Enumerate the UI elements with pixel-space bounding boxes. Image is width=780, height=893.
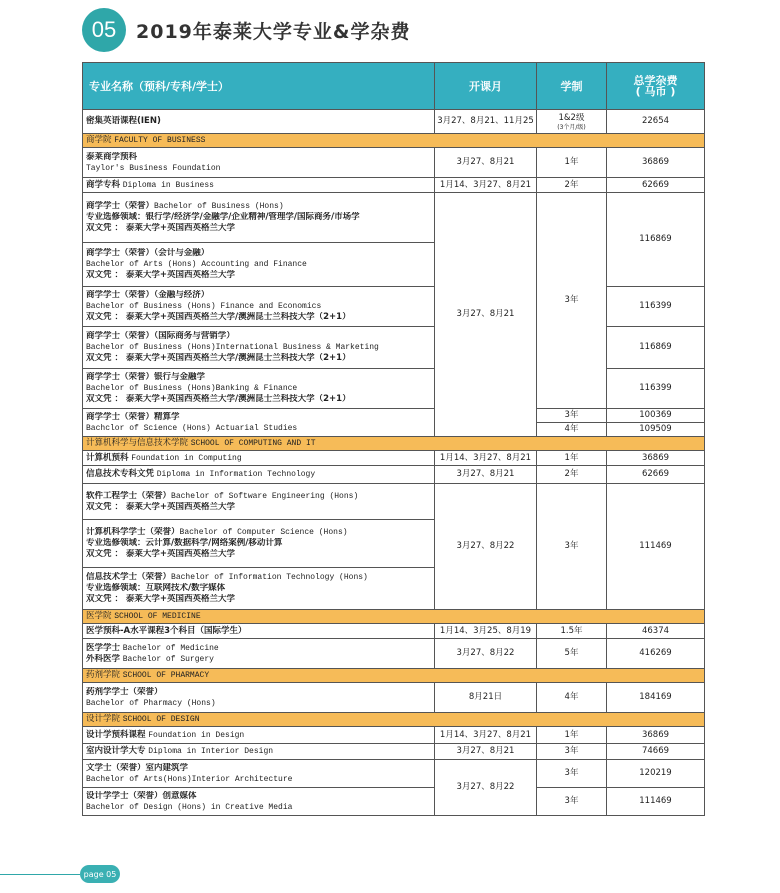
table-row: 信息技术学士（荣誉）Bachelor of Information Technology (Hons) 专业选修领域：互联网技术/数字媒体 双文凭 ： 泰莱大学+英国西英格兰大学 [83,568,705,610]
col-header-program: 专业名称（预科/专科/学士） [83,63,435,110]
col-header-duration: 学制 [537,63,607,110]
section-pharmacy: 药剂学院 SCHOOL OF PHARMACY [83,669,705,683]
col-header-fee: 总学杂费 ( 马币 ) [607,63,705,110]
table-row: 软件工程学士（荣誉）Bachelor of Software Engineering (Hons) 双文凭 ： 泰莱大学+英国西英格兰大学 3月27、8月22 3年 111469 [83,484,705,520]
table-row: 文学士（荣誉）室内建筑学 Bachelor of Arts(Hons)Interior Architecture 3月27、8月22 3年 120219 [83,760,705,788]
table-row: 泰莱商学预科 Taylor's Business Foundation 3月27、8月21 1年 36869 [83,148,705,178]
page-number: page 05 [80,865,120,883]
table-row: 计算机预科 Foundation in Computing 1月14、3月27、8月21 1年 36869 [83,451,705,466]
table-row: 商学学士（荣誉）精算学 Bachclor of Science (Hons) Actuarial Studies 3年 100369 [83,409,705,423]
table-row-ien: 密集英语课程(IEN) 3月27、8月21、11月25 1&2级 (3个月/级) 22654 [83,110,705,134]
table-row: 商学专科 Diploma in Business 1月14、3月27、8月21 2年 62669 [83,178,705,193]
program-fee-table [82,62,705,816]
table-row: 4年 109509 [83,423,705,437]
table-row: 设计学学士（荣誉）创意媒体 Bachelor of Design (Hons) in Creative Media 3年 111469 [83,788,705,816]
section-design: 设计学院 SCHOOL OF DESIGN [83,713,705,727]
table-row: 商学学士（荣誉）（会计与金融） Bachelor of Arts (Hons) Accounting and Finance 双文凭 ： 泰莱大学+英国西英格兰大学 [83,243,705,287]
section-medicine: 医学院 SCHOOL OF MEDICINE [83,610,705,624]
table-row: 信息技术专科文凭 Diploma in Information Technology 3月27、8月21 2年 62669 [83,466,705,484]
table-row: 医学预科-A水平课程3个科目（国际学生） 1月14、3月25、8月19 1.5年 46374 [83,624,705,639]
footer-line [0,874,80,875]
section-number-badge: 05 [82,8,126,52]
table-row: 药剂学学士（荣誉） Bachelor of Pharmacy (Hons) 8月21日 4年 184169 [83,683,705,713]
section-business: 商学院 FACULTY OF BUSINESS [83,134,705,148]
page-header [82,8,410,52]
section-computing: 计算机科学与信息技术学院 SCHOOL OF COMPUTING AND IT [83,437,705,451]
table-row: 计算机科学学士（荣誉）Bachelor of Computer Science (Hons) 专业选修领域：云计算/数据科学/网络案例/移动计算 双文凭 ： 泰莱大学+英国西英格兰大学 [83,520,705,568]
col-header-intake: 开课月 [435,63,537,110]
page-title: 2019年泰莱大学专业&学杂费 [136,20,411,43]
table-row: 医学学士 Bachelor of Medicine 外科医学 Bachelor of Surgery 3月27、8月22 5年 416269 [83,639,705,669]
table-header-row [83,63,705,110]
table-row: 商学学士（荣誉）Bachelor of Business (Hons) 专业选修领域：银行学/经济学/金融学/企业精神/管理学/国际商务/市场学 双文凭 ： 泰莱大学+英国西英格兰大学 3月27、8月21 3年 116869 [83,193,705,243]
table-row: 商学学士（荣誉）（金融与经济） Bachelor of Business (Hons) Finance and Economics 双文凭 ： 泰莱大学+英国西英格兰大学/澳洲昆士兰科技大学（2+1） 116399 [83,287,705,327]
table-row: 室内设计学大专 Diploma in Interior Design 3月27、8月21 3年 74669 [83,744,705,760]
table-row: 设计学预科课程 Foundation in Design 1月14、3月27、8月21 1年 36869 [83,727,705,744]
table-row: 商学学士（荣誉）银行与金融学 Bachelor of Business (Hons)Banking & Finance 双文凭 ： 泰莱大学+英国西英格兰大学/澳洲昆士兰科技大学（2+1） 116399 [83,369,705,409]
table-row: 商学学士（荣誉）（国际商务与营销学） Bachelor of Business (Hons)International Business & Marketing 双文凭 ： 泰莱大学+英国西英格兰大学/澳洲昆士兰科技大学（2+1） 116869 [83,327,705,369]
